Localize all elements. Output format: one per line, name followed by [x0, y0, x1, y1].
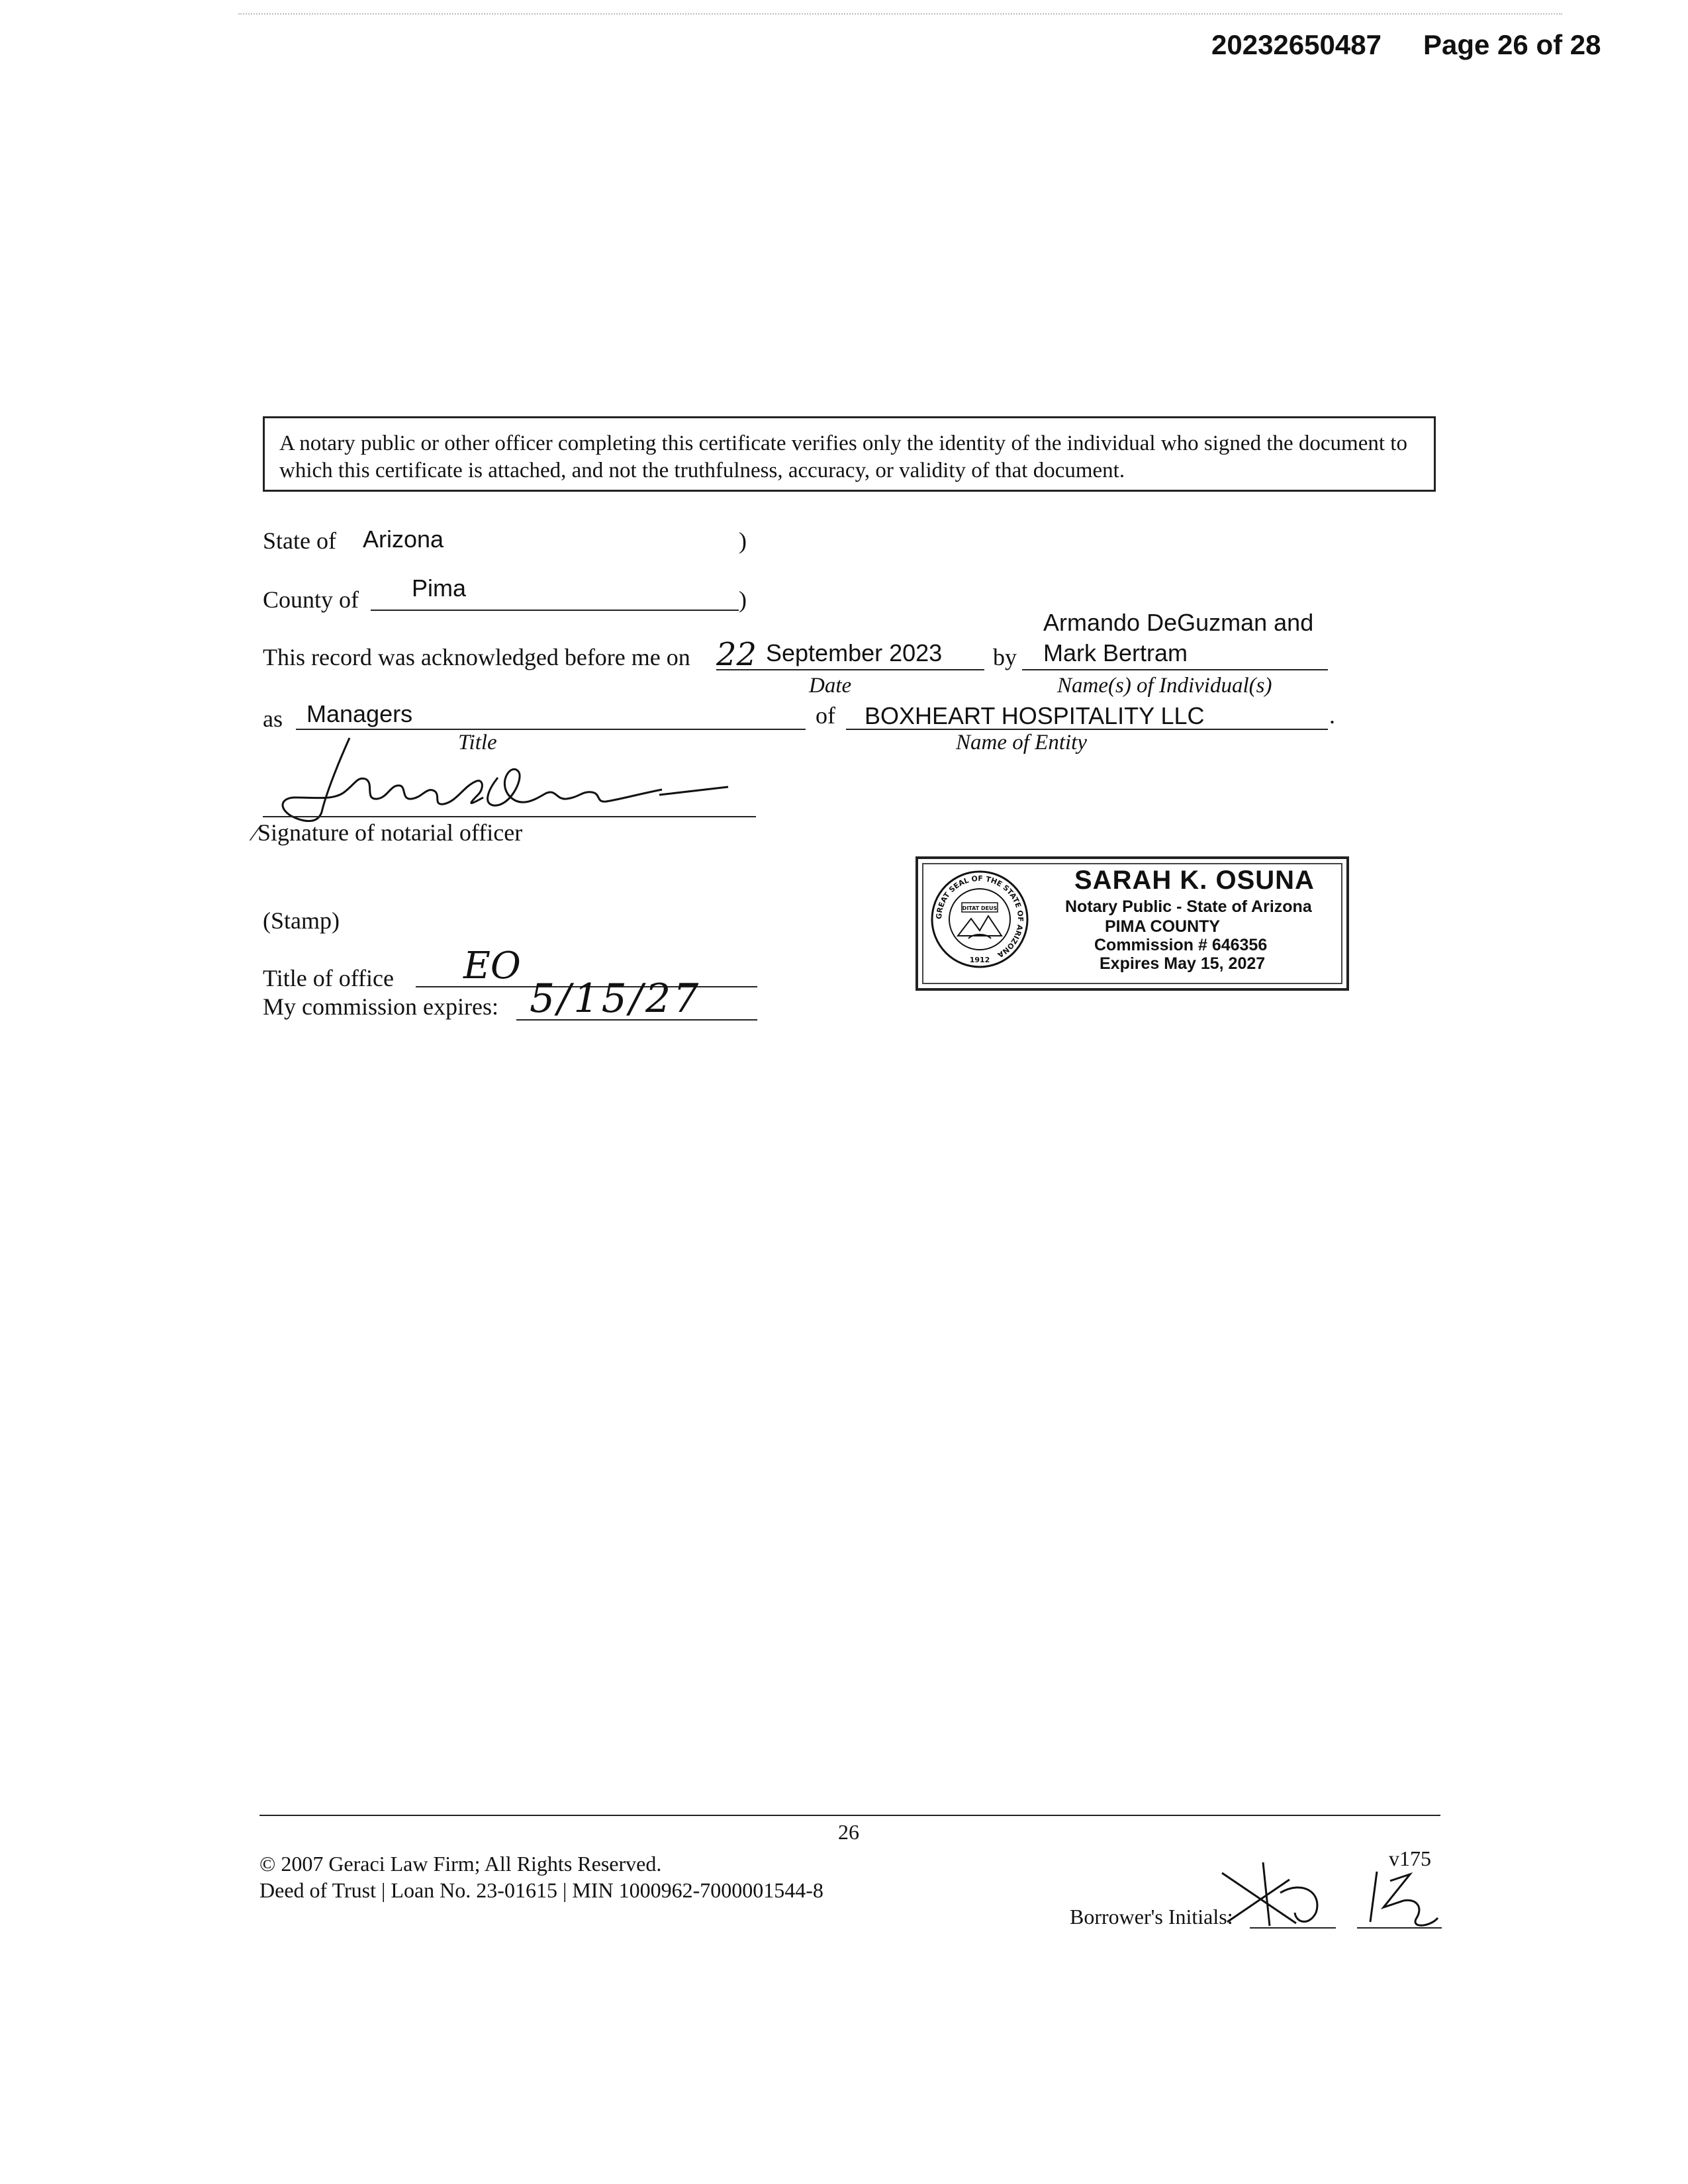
county-underline [371, 610, 739, 611]
initials-2-underline [1357, 1927, 1442, 1929]
county-paren: ) [739, 586, 747, 613]
scan-artifact-line [238, 13, 1562, 15]
state-value: Arizona [363, 525, 444, 553]
names-underline [1022, 669, 1328, 670]
stamp-line-3: Commission # 646356 [1094, 936, 1268, 954]
state-label: State of [263, 527, 336, 554]
borrower-initials-1-handwritten [1217, 1860, 1336, 1933]
svg-text:GREAT SEAL OF THE STATE OF ARI [935, 874, 1025, 960]
commission-label: My commission expires: [263, 993, 498, 1020]
title-value: Managers [306, 700, 413, 727]
page-label: Page 26 of 28 [1423, 29, 1601, 60]
commission-underline [516, 1019, 757, 1021]
borrower-initials-label: Borrower's Initials: [1070, 1905, 1233, 1929]
footer-copyright: © 2007 Geraci Law Firm; All Rights Reserved. [259, 1852, 662, 1876]
title-of-office-label: Title of office [263, 965, 394, 991]
notary-notice-box [263, 416, 1436, 492]
initials-1-underline [1250, 1927, 1336, 1929]
record-text: This record was acknowledged before me on [263, 644, 690, 670]
of-label: of [816, 702, 835, 729]
notary-stamp [915, 856, 1349, 991]
signature-caption [254, 819, 522, 846]
date-value: September 2023 [766, 639, 943, 666]
notary-signature-handwritten [265, 731, 741, 824]
title-underline [296, 729, 806, 730]
signature-underline [263, 816, 756, 817]
county-value: Pima [412, 574, 467, 602]
stamp-line-4: Expires May 15, 2027 [1100, 954, 1266, 973]
date-underline [716, 669, 984, 670]
entity-underline [846, 729, 1328, 730]
date-caption: Date [809, 674, 852, 698]
document-number: 20232650487 [1211, 29, 1382, 60]
seal-year: 1912 [969, 956, 990, 964]
arizona-seal-icon [930, 870, 1029, 969]
signature-mark: ⁄ [254, 819, 258, 846]
title-of-office-handwritten: EO [463, 944, 521, 987]
borrower-initials-2-handwritten [1364, 1861, 1450, 1934]
seal-motto: DITAT DEUS [962, 905, 998, 911]
as-label: as [263, 705, 283, 732]
notary-notice-text: A notary public or other officer completing this certificate verifies only the identity of the individual who signed the document to which this certificate is attached, and not the truthfulness, accuracy, or validity of that document. [279, 432, 1407, 482]
seal-ring-text: GREAT SEAL OF THE STATE OF ARIZONA [934, 874, 1025, 960]
stamp-notary-name: SARAH K. OSUNA [1074, 866, 1315, 895]
entity-caption: Name of Entity [956, 731, 1087, 754]
footer-version: v175 [1389, 1846, 1431, 1870]
signature-caption-text: Signature of notarial officer [258, 819, 523, 846]
footer-deed-line: Deed of Trust | Loan No. 23-01615 | MIN 1000962-7000001544-8 [259, 1878, 823, 1902]
names-line1: Armando DeGuzman and [1043, 609, 1314, 636]
county-label: County of [263, 586, 359, 613]
stamp-line-2: PIMA COUNTY [1105, 917, 1221, 936]
entity-period: . [1329, 702, 1335, 729]
by-label: by [993, 644, 1017, 670]
stamp-line-1: Notary Public - State of Arizona [1065, 897, 1312, 916]
entity-value: BOXHEART HOSPITALITY LLC [865, 702, 1205, 729]
footer-rule [259, 1815, 1440, 1816]
state-paren: ) [739, 527, 747, 554]
title-caption: Title [458, 731, 497, 754]
names-caption: Name(s) of Individual(s) [1057, 674, 1272, 698]
footer-page-number: 26 [838, 1820, 859, 1844]
commission-expires-handwritten: 5/15/27 [530, 976, 702, 1022]
date-day-handwritten: 22 [716, 636, 757, 673]
names-line2: Mark Bertram [1043, 639, 1188, 666]
stamp-label: (Stamp) [263, 907, 340, 934]
